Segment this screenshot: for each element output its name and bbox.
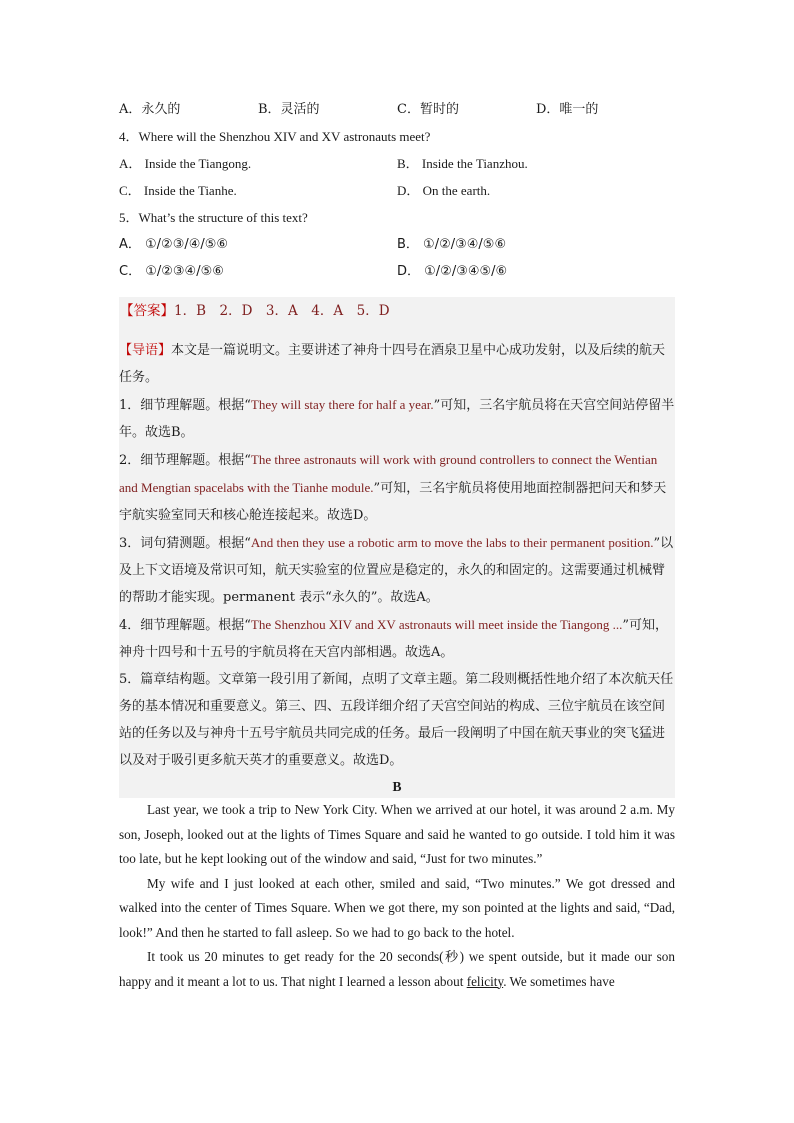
analysis-item-text: 5．篇章结构题。文章第一段引用了新闻，点明了文章主题。第二段则概括性地介绍了本次航天任务的基本情况和重要意义。第三、四、五段详细介绍了天宫空间站的构成、三位宇航员在该空间站的任务以及与神舟十五号宇航员共同完成的任务。最后一段阐明了中国在航天事业的突飞猛进以及对于吸引更多航天英才的重要意义。故选D。 (119, 672, 674, 768)
analysis-item-3 (119, 529, 675, 611)
q4-option-c[interactable]: C． Inside the Tianhe. (119, 183, 237, 198)
passage-paragraph-3 (119, 945, 675, 994)
analysis-item-1 (119, 391, 675, 446)
analysis-item-text: 4．细节理解题。根据“ (119, 618, 251, 633)
q5-option-d[interactable]: D． ①/②/③④⑤/⑥ (397, 264, 508, 279)
analysis-item-quote: And then they use a robotic arm to move the labs to their permanent position. (250, 535, 654, 550)
analysis-item-4 (119, 611, 675, 666)
q4-stem: 4．Where will the Shenzhou XIV and XV astronauts meet? (119, 129, 431, 144)
q4-option-d[interactable]: D． On the earth. (397, 183, 491, 198)
section-heading-b: B (392, 779, 402, 794)
analysis-item-2 (119, 446, 675, 529)
analysis-item-quote: The three astronauts will work with ground controllers to connect the Wentian and Mengtian spacelabs with the Tianhe module. (119, 452, 658, 495)
q3-option-b[interactable]: B．灵活的 (258, 101, 320, 117)
analysis-item-text: 1．细节理解题。根据“ (119, 398, 251, 413)
passage-p3-text-end: . We sometimes have (503, 973, 615, 989)
q5-stem: 5．What’s the structure of this text? (119, 210, 308, 225)
analysis-item-text: ”以及上下文语境及常识可知，航天实验室的位置应是稳定的，永久的和固定的。这需要通过机械臂的帮助才能实现。permanent 表示“永久的”。故选A。 (119, 536, 674, 605)
q4-options-row2 (119, 177, 675, 204)
answer-analysis-box (119, 297, 675, 798)
analysis-label: 【导语】 (119, 343, 172, 358)
analysis-item-text: ”可知，神舟十四号和十五号的宇航员将在天宫内部相遇。故选A。 (119, 618, 669, 660)
underlined-word-felicity[interactable]: felicity (466, 973, 504, 989)
document-page (119, 96, 675, 994)
analysis-item-text: ”可知，三名宇航员将在天宫空间站停留半年。故选B。 (119, 398, 675, 440)
q3-option-a[interactable]: A．永久的 (119, 101, 181, 117)
q5-options-row2 (119, 258, 675, 285)
q5-option-b[interactable]: B． ①/②/③④/⑤⑥ (397, 237, 507, 252)
reading-passage-b (119, 798, 675, 994)
analysis-lead (119, 337, 675, 391)
analysis-item-5 (119, 666, 675, 774)
q5-options-row1 (119, 231, 675, 258)
analysis-item-text: ”可知，三名宇航员将使用地面控制器把问天和梦天宇航实验室同天和核心舱连接起来。故选D。 (119, 481, 667, 523)
q3-option-c[interactable]: C．暂时的 (397, 101, 459, 117)
passage-paragraph-2: My wife and I just looked at each other, smiled and said, “Two minutes.” We got dressed and walked into the center of Times Square. When we got there, my son pointed at the lights and said, “Dad, look!” And then he started to fall asleep. So we had to go back to the hotel. (119, 875, 675, 940)
passage-p3-text: It took us 20 minutes to get ready for the 20 seconds(秒) we spent outside, but it made our son happy and it meant a lot to us. That night I learned a lesson about (119, 949, 675, 989)
q3-options (119, 96, 675, 118)
passage-paragraph-1: Last year, we took a trip to New York City. When we arrived at our hotel, it was around 2 a.m. My son, Joseph, looked out at the lights of Times Square and said he wanted to go outside. I told him it was too late, but he kept looking out of the window and said, “Just for two minutes.” (119, 802, 675, 866)
answer-text: 1．B 2．D 3．A 4．A 5．D (174, 303, 390, 319)
analysis-section (119, 337, 675, 774)
q4-option-b[interactable]: B． Inside the Tianzhou. (397, 156, 528, 171)
analysis-item-text: 3．词句猜测题。根据“ (119, 536, 251, 551)
q4-options-row1 (119, 150, 675, 177)
q5-option-a[interactable]: A． ①/②③/④/⑤⑥ (119, 237, 229, 252)
answer-line (119, 301, 675, 325)
answer-label: 【答案】 (120, 303, 174, 319)
q4-option-a[interactable]: A． Inside the Tiangong. (119, 156, 252, 171)
q3-option-d[interactable]: D．唯一的 (536, 101, 599, 117)
analysis-item-quote: They will stay there for half a year. (250, 397, 434, 412)
analysis-lead-text: 本文是一篇说明文。主要讲述了神舟十四号在酒泉卫星中心成功发射，以及后续的航天任务。 (119, 343, 666, 385)
analysis-item-text: 2．细节理解题。根据“ (119, 453, 251, 468)
q5-option-c[interactable]: C． ①/②③④/⑤⑥ (119, 264, 224, 279)
analysis-item-quote: The Shenzhou XIV and XV astronauts will meet inside the Tiangong ... (250, 617, 623, 632)
